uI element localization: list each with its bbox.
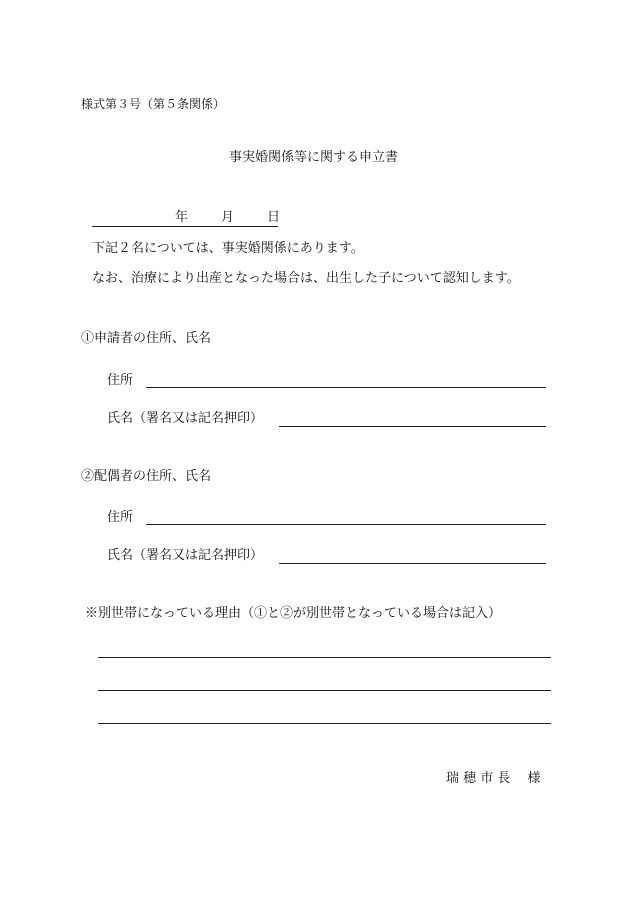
- spouse-heading: ②配偶者の住所、氏名: [81, 469, 212, 484]
- date-month-label: 月: [221, 210, 235, 225]
- document-title: 事実婚関係等に関する申立書: [229, 150, 399, 165]
- reason-line-1[interactable]: [98, 657, 551, 658]
- date-year-label: 年: [175, 210, 189, 225]
- date-day-label: 日: [267, 210, 281, 225]
- spouse-address-field[interactable]: [146, 524, 546, 525]
- spouse-name-label: 氏名（署名又は記名押印）: [107, 548, 264, 563]
- statement-1: 下記２名については、事実婚関係にあります。: [92, 241, 364, 256]
- applicant-heading: ①申請者の住所、氏名: [81, 331, 212, 346]
- reason-line-2[interactable]: [98, 690, 551, 691]
- form-number: 様式第３号（第５条関係）: [81, 97, 226, 111]
- addressee: 瑞 穂 市 長 様: [446, 771, 541, 786]
- spouse-address-label: 住所: [107, 510, 134, 525]
- date-underline: [92, 226, 278, 227]
- statement-2: なお、治療により出産となった場合は、出生した子について認知します。: [92, 271, 520, 286]
- spouse-name-field[interactable]: [279, 563, 546, 564]
- applicant-address-field[interactable]: [146, 387, 546, 388]
- applicant-address-label: 住所: [107, 373, 134, 388]
- separate-household-heading: ※別世帯になっている理由（①と②が別世帯となっている場合は記入）: [85, 606, 502, 621]
- reason-line-3[interactable]: [98, 723, 551, 724]
- applicant-name-label: 氏名（署名又は記名押印）: [107, 411, 264, 426]
- applicant-name-field[interactable]: [279, 426, 546, 427]
